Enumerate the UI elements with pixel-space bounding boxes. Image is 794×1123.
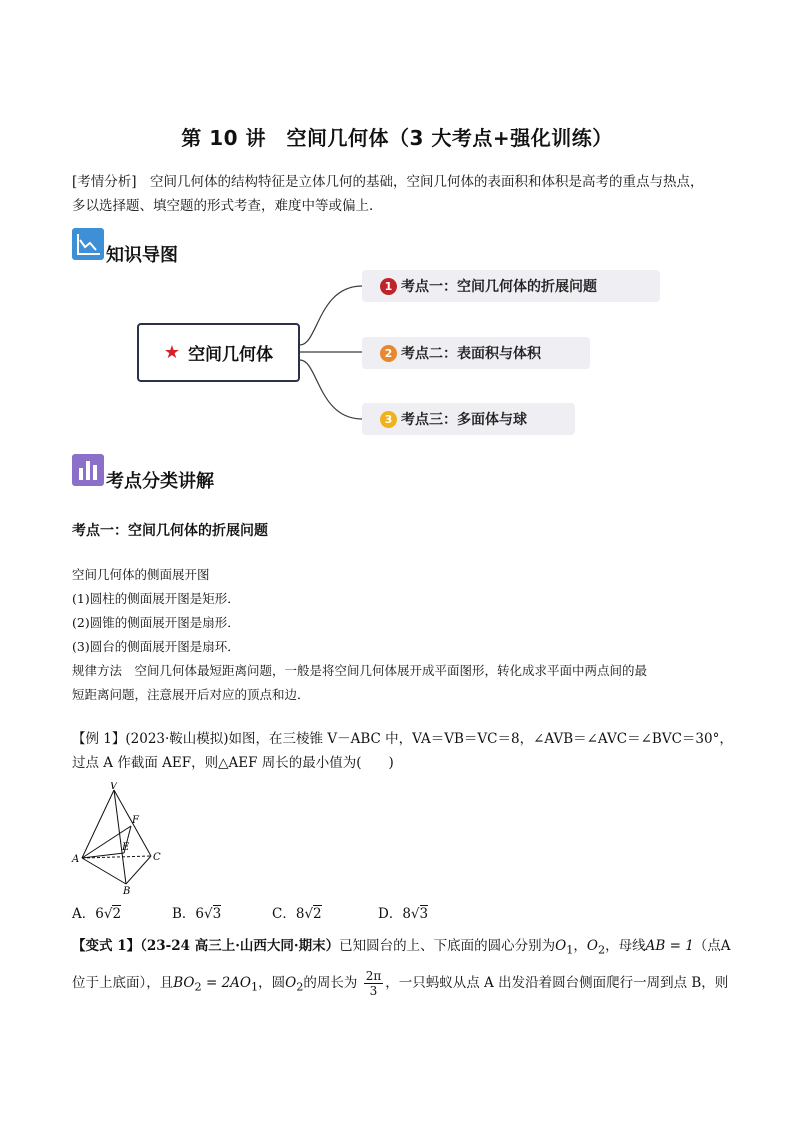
example-1-line-2: 过点 A 作截面 AEF，则△AEF 周长的最小值为( ) xyxy=(72,755,394,771)
intro-line-2: 多以选择题、填空题的形式考查，难度中等或偏上． xyxy=(72,198,383,214)
option-d[interactable] xyxy=(378,902,428,922)
mindmap-topic-2-label: 考点二：表面积与体积 xyxy=(401,346,541,362)
example-1 xyxy=(72,727,732,775)
math-o: O xyxy=(586,938,598,954)
math-ab: AB = 1 xyxy=(645,938,694,954)
math-ao: = 2AO xyxy=(201,975,251,991)
topic-1-line: (1)圆柱的侧面展开图是矩形． xyxy=(72,591,240,606)
variant-1-text: 已知圆台的上、下底面的圆心分别为 xyxy=(339,938,556,954)
variant-1-text: ，圆 xyxy=(258,975,286,991)
variant-1-text: 位于上底面），且 xyxy=(72,975,174,991)
mindmap-center-node xyxy=(137,323,300,382)
option-c-coef: 8 xyxy=(295,906,305,922)
math-o: O xyxy=(555,938,567,954)
mindmap-topic-2 xyxy=(362,337,590,369)
option-a-coef: 6 xyxy=(95,906,104,922)
sqrt-sign: √ xyxy=(304,906,314,922)
math-sub: 2 xyxy=(597,943,606,957)
variant-1-line-1: 【变式 1】（23-24 高三上·山西大同·期末）已知圆台的上、下底面的圆心分别为$O_1$，$O_2$，母线AB = 1（点A xyxy=(72,938,731,957)
vertex-label-v: V xyxy=(110,782,118,792)
math-sub: 2 xyxy=(194,980,202,994)
vertex-label-a: A xyxy=(72,854,80,865)
number-badge-2: 2 xyxy=(380,345,397,362)
topic-1-body xyxy=(72,563,732,707)
option-b-radicand: 3 xyxy=(212,906,222,922)
bar-chart-icon xyxy=(72,454,104,486)
intro-line-1: [考情分析] 空间几何体的结构特征是立体几何的基础，空间几何体的表面积和体积是高考的重点与热点， xyxy=(72,174,704,190)
sqrt-sign: √ xyxy=(204,906,213,922)
option-d-radicand: 3 xyxy=(419,906,429,922)
option-d-coef: 8 xyxy=(402,906,411,922)
variant-1-text: （点A xyxy=(693,938,731,954)
star-icon: ★ xyxy=(163,342,181,363)
option-a-letter: A． xyxy=(72,906,96,922)
number-badge-1: 1 xyxy=(380,278,397,295)
mindmap-center-label: 空间几何体 xyxy=(188,345,274,365)
option-b-letter: B． xyxy=(172,906,196,922)
mindmap-topic-1 xyxy=(362,270,660,302)
sqrt-sign: √ xyxy=(410,906,420,922)
pyramid-figure xyxy=(66,782,176,897)
math-sub: 2 xyxy=(296,980,304,994)
section-title-mindmap: 知识导图 xyxy=(106,245,178,266)
vertex-label-f: F xyxy=(132,815,139,826)
mindmap-topic-3 xyxy=(362,403,575,435)
math-sub: 1 xyxy=(566,943,574,957)
vertex-label-e: E xyxy=(122,842,130,853)
option-c[interactable] xyxy=(272,902,322,922)
section-title-categories: 考点分类讲解 xyxy=(106,471,214,492)
topic-1-line: (3)圆台的侧面展开图是扇环． xyxy=(72,639,240,654)
fraction-denominator: 3 xyxy=(369,984,378,998)
method-line-1: 规律方法 空间几何体最短距离问题，一般是将空间几何体展开成平面图形，转化成求平面中两点间的最 xyxy=(72,663,648,678)
variant-1-text: 的周长为 xyxy=(303,975,358,991)
method-line-2: 短距离问题，注意展开后对应的顶点和边． xyxy=(72,687,310,702)
variant-1-text: ，母线 xyxy=(605,938,646,954)
option-b-coef: 6 xyxy=(195,906,205,922)
variant-1-line-2 xyxy=(72,968,732,1003)
fraction-numerator: 2π xyxy=(365,969,382,983)
option-d-letter: D． xyxy=(378,906,403,922)
math-o: O xyxy=(285,975,297,991)
option-c-radicand: 2 xyxy=(313,906,322,922)
variant-1-source: （23-24 高三上·山西大同·期末） xyxy=(140,938,340,954)
mindmap-topic-1-label: 考点一：空间几何体的折展问题 xyxy=(401,279,597,295)
topic-1-line: 空间几何体的侧面展开图 xyxy=(72,567,210,582)
topic-1-heading: 考点一：空间几何体的折展问题 xyxy=(72,523,268,539)
option-a-radicand: 2 xyxy=(112,906,122,922)
variant-1-tag: 【变式 1】 xyxy=(72,938,141,954)
option-c-letter: C． xyxy=(272,906,296,922)
variant-1-text: ，一只蚂蚁从点 A 出发沿着圆台侧面爬行一周到点 B，则 xyxy=(385,975,729,991)
math-bo: BO xyxy=(173,975,195,991)
option-b[interactable] xyxy=(172,902,221,922)
fraction xyxy=(364,969,384,998)
vertex-label-c: C xyxy=(153,852,161,863)
number-badge-3: 3 xyxy=(380,411,397,428)
option-a[interactable] xyxy=(72,902,121,922)
example-1-line-1: 【例 1】(2023·鞍山模拟)如图，在三棱锥 V－ABC 中，VA＝VB＝VC＝8，∠AVB＝∠AVC＝∠BVC＝30°， xyxy=(72,731,733,747)
math-sub: 1 xyxy=(250,980,259,994)
page-title: 第 10 讲 空间几何体（3 大考点+强化训练） xyxy=(181,126,613,150)
topic-1-line: (2)圆锥的侧面展开图是扇形． xyxy=(72,615,240,630)
vertex-label-b: B xyxy=(123,886,131,897)
sqrt-sign: √ xyxy=(103,906,113,922)
mindmap-topic-3-label: 考点三：多面体与球 xyxy=(401,412,527,428)
